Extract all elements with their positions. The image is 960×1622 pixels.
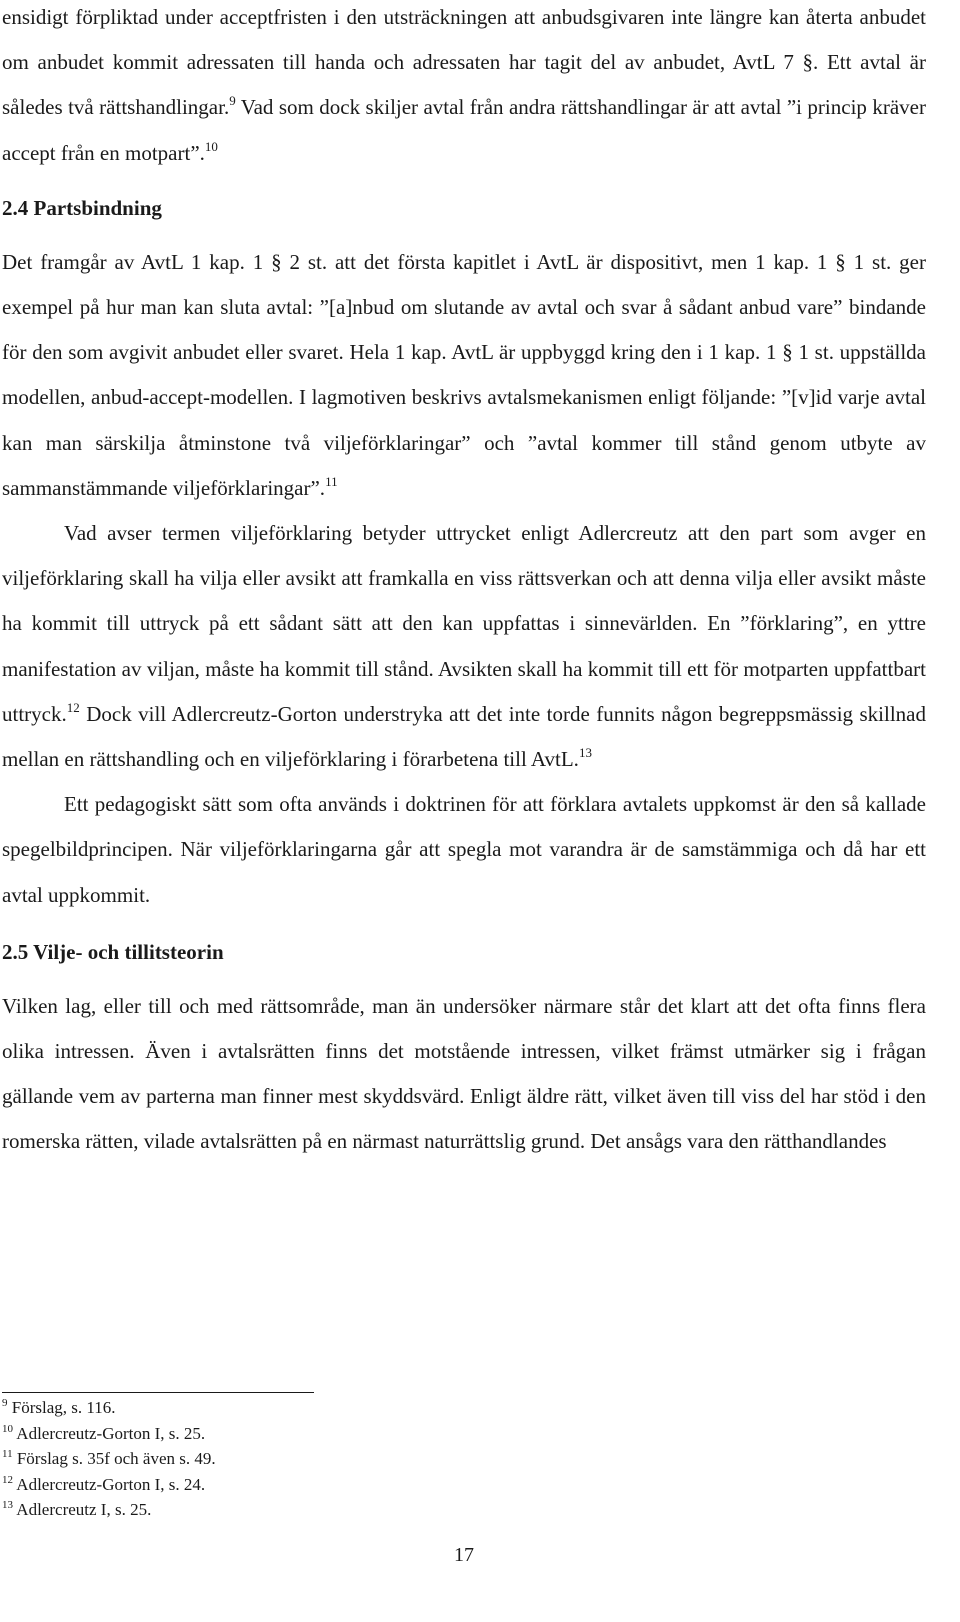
- footnote-text: Förslag s. 35f och även s. 49.: [12, 1449, 216, 1469]
- footnote-text: Adlercreutz-Gorton I, s. 25.: [13, 1423, 206, 1443]
- paragraph-viljeforklaring: [2, 511, 926, 782]
- paragraph-text: Vad avser termen viljeförklaring betyder uttrycket enligt Adlercreutz att den part som avger en viljeförklaring skall ha vilja eller avsikt att framkalla en viss rättsverkan och att denna vilja eller avsikt måste ha kommit till uttryck på ett sådant sätt att den kan uppfattas i sinnevärlden. En ”förklaring”, en yttre manifestation av viljan, måste ha kommit till stånd. Avsikten skall ha kommit till ett för motparten uppfattbart uttryck.: [2, 521, 926, 726]
- footnote-text: Förslag, s. 116.: [7, 1398, 116, 1417]
- footnote-ref-13[interactable]: 13: [578, 745, 592, 761]
- footnote-text: Adlercreutz-Gorton I, s. 24.: [13, 1474, 206, 1494]
- footnote-number: 9: [2, 1397, 8, 1409]
- document-page: [2, 0, 926, 1165]
- footnote-text: Adlercreutz I, s. 25.: [13, 1500, 152, 1520]
- footnote-10: [2, 1421, 602, 1447]
- footnote-ref-11[interactable]: 11: [325, 473, 338, 489]
- page-number: 17: [454, 1544, 474, 1566]
- footnote-11: [2, 1446, 602, 1472]
- footnote-ref-12[interactable]: 12: [66, 699, 80, 715]
- section-heading-2-4: 2.4 Partsbindning: [2, 195, 162, 220]
- footnote-ref-9[interactable]: 9: [229, 93, 236, 109]
- footnote-number: 13: [2, 1499, 13, 1512]
- paragraph-text: Vad som dock skiljer avtal från andra rättshandlingar är att avtal ”i princip kräver accept från en motpart”.: [2, 95, 926, 165]
- footnote-number: 12: [2, 1473, 13, 1486]
- paragraph-text: ensidigt förpliktad under acceptfristen i den utsträckningen att anbudsgivaren inte längre kan återta anbudet om anbudet kommit adressaten till handa och adressaten har tagit del av anbudet, AvtL 7 §. Ett avtal är således två rättshandlingar.: [2, 5, 926, 120]
- paragraph-partsbindning: [2, 240, 926, 511]
- footnote-ref-10[interactable]: 10: [204, 138, 218, 154]
- footnote-number: 11: [2, 1448, 13, 1461]
- paragraph-vilje-tillit: Vilken lag, eller till och med rättsområde, man än undersöker närmare står det klart att det ofta finns flera olika intressen. Även i avtalsrätten finns det motstående intressen, vilket främst utmärker sig i frågan gällande vem av parterna man finner mest skyddsvärd. Enligt äldre rätt, vilket även till viss del har stöd i den romerska rätten, vilade avtalsrätten på en närmast naturrättslig grund. Det ansågs vara den rätthandlandes: [2, 993, 926, 1154]
- footnotes: [2, 1395, 602, 1523]
- footnote-divider: [2, 1392, 314, 1393]
- paragraph-intro: [2, 0, 926, 176]
- footnote-12: [2, 1472, 602, 1498]
- paragraph-text: Det framgår av AvtL 1 kap. 1 § 2 st. att det första kapitlet i AvtL är dispositivt, men 1 kap. 1 § 1 st. ger exempel på hur man kan sluta avtal: ”[a]nbud om slutande av avtal och svar å sådant anbud vare” bindande för den som avgivit anbudet eller svaret. Hela 1 kap. AvtL är uppbyggd kring den i 1 kap. 1 § 1 st. uppställda modellen, anbud-accept-modellen. I lagmotiven beskrivs avtalsmekanismen enligt följande: ”[v]id varje avtal kan man särskilja åtminstone två viljeförklaringar” och ”avtal kommer till stånd genom utbyte av sammanstämmande viljeförklaringar”.: [2, 249, 926, 500]
- paragraph-text: Dock vill Adlercreutz-Gorton understryka att det inte torde funnits någon begreppsmässig skillnad mellan en rättshandling och en viljeförklaring i förarbetena till AvtL.: [2, 701, 926, 772]
- paragraph-spegelbild: Ett pedagogiskt sätt som ofta används i doktrinen för att förklara avtalets uppkomst är den så kallade spegelbildprincipen. När viljeförklaringarna går att spegla mot varandra är de samstämmiga och då har ett avtal uppkommit.: [2, 792, 926, 907]
- footnote-9: [2, 1395, 602, 1421]
- footnote-13: [2, 1497, 602, 1523]
- section-heading-2-5: 2.5 Vilje- och tillitsteorin: [2, 939, 224, 964]
- footnote-number: 10: [2, 1422, 13, 1435]
